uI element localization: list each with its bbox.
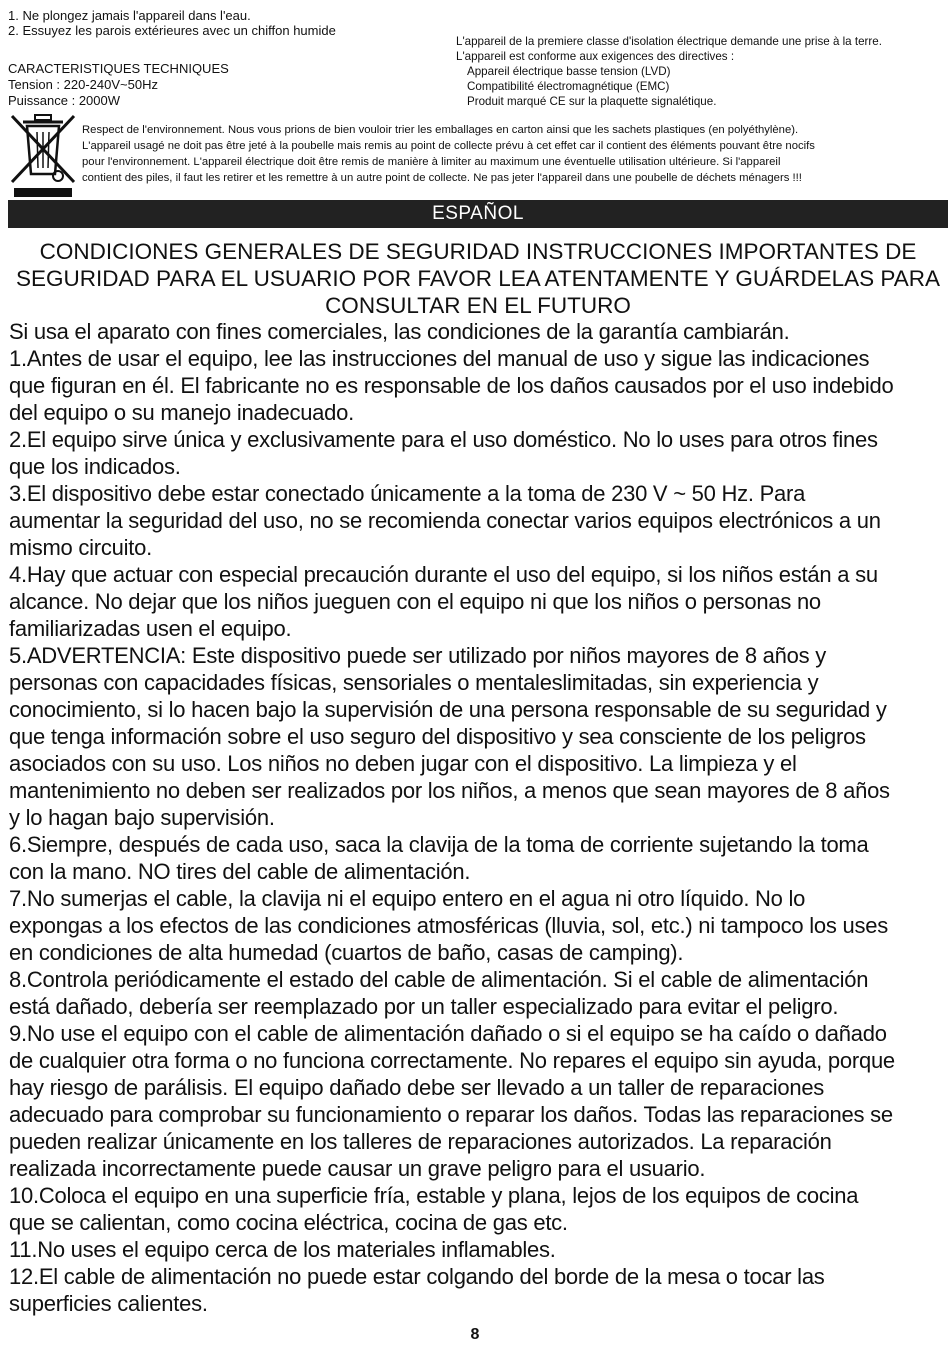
instruction-line: 6.Siempre, después de cada uso, saca la clavija de la toma de corriente sujetando la toma — [9, 832, 869, 857]
instruction-line: y lo hagan bajo supervisión. — [9, 805, 275, 830]
instruction-line: expongas a los efectos de las condiciones atmosféricas (lluvia, sol, etc.) ni tampoco los uses — [9, 913, 888, 938]
title-line: SEGURIDAD PARA EL USUARIO POR FAVOR LEA ATENTAMENTE Y GUÁRDELAS PARA — [16, 266, 940, 291]
section-header-language: ESPAÑOL — [8, 200, 948, 228]
instruction-line: Si usa el aparato con fines comerciales, las condiciones de la garantía cambiarán. — [9, 319, 790, 344]
safety-title — [8, 238, 948, 319]
step-line: 1. Ne plongez jamais l'appareil dans l'eau. — [8, 8, 251, 23]
maintenance-steps — [8, 8, 336, 38]
environment-line: L'appareil usagé ne doit pas être jeté à la poubelle mais remis au point de collecte prévu à cet effet car il contient des éléments pouvant être nocifs — [82, 140, 815, 152]
instruction-line: mismo circuito. — [9, 535, 152, 560]
instruction-line: hay riesgo de parálisis. El equipo dañado debe ser llevado a un taller de reparaciones — [9, 1075, 825, 1100]
instruction-line: 5.ADVERTENCIA: Este dispositivo puede ser utilizado por niños mayores de 8 años y — [9, 643, 826, 668]
instruction-line: mantenimiento no deben ser realizados por los niños, a menos que sean mayores de 8 años — [9, 778, 890, 803]
instruction-line: familiarizadas usen el equipo. — [9, 616, 292, 641]
instruction-line: conocimiento, si lo hacen bajo la supervisión de una persona responsable de su seguridad y — [9, 697, 887, 722]
title-line: CONSULTAR EN EL FUTURO — [325, 293, 631, 318]
environment-line: contient des piles, il faut les retirer et les remettre à un autre point de collecte. Ne pas jeter l'appareil dans une poubelle de déchets ménagers !!! — [82, 172, 802, 184]
instruction-line: superficies calientes. — [9, 1291, 208, 1316]
instruction-line: adecuado para comprobar su funcionamiento o reparar los daños. Todas las reparaciones se — [9, 1102, 893, 1127]
tech-tension: Tension : 220-240V~50Hz — [8, 77, 158, 92]
instruction-line: aumentar la seguridad del uso, no se recomienda conectar varios equipos electrónicos a un — [9, 508, 881, 533]
instruction-line: pueden realizar únicamente en los talleres de reparaciones autorizados. La reparación — [9, 1129, 832, 1154]
instruction-line: del equipo o su manejo inadecuado. — [9, 400, 354, 425]
instruction-line: que figuran en él. El fabricante no es responsable de los daños causados por el uso indebido — [9, 373, 894, 398]
tech-power: Puissance : 2000W — [8, 93, 121, 108]
instruction-line: en condiciones de alta humedad (cuartos de baño, casas de camping). — [9, 940, 684, 965]
instruction-line: 9.No use el equipo con el cable de alimentación dañado o si el equipo se ha caído o dañado — [9, 1021, 887, 1046]
instruction-line: que se calientan, como cocina eléctrica, cocina de gas etc. — [9, 1210, 568, 1235]
instruction-line: 10.Coloca el equipo en una superficie fría, estable y plana, lejos de los equipos de cocina — [9, 1183, 859, 1208]
compliance-info — [456, 34, 946, 109]
instruction-line: 1.Antes de usar el equipo, lee las instrucciones del manual de uso y sigue las indicaciones — [9, 346, 870, 371]
instruction-line: 11.No uses el equipo cerca de los materiales inflamables. — [9, 1237, 556, 1262]
instruction-line: de cualquier otra forma o no funciona correctamente. No repares el equipo sin ayuda, porque — [9, 1048, 895, 1073]
crossed-bin-icon — [8, 112, 78, 198]
compliance-line: Compatibilité électromagnétique (EMC) — [467, 80, 670, 93]
environment-notice — [82, 122, 948, 186]
instruction-line: 2.El equipo sirve única y exclusivamente para el uso doméstico. No lo uses para otros fines — [9, 427, 878, 452]
instruction-line: 7.No sumerjas el cable, la clavija ni el equipo entero en el agua ni otro líquido. No lo — [9, 886, 806, 911]
technical-specs — [8, 61, 229, 109]
step-line: 2. Essuyez les parois extérieures avec un chiffon humide — [8, 23, 336, 38]
instruction-line: 12.El cable de alimentación no puede estar colgando del borde de la mesa o tocar las — [9, 1264, 825, 1289]
compliance-line: L'appareil est conforme aux exigences des directives : — [456, 50, 735, 63]
compliance-line: Produit marqué CE sur la plaquette signalétique. — [467, 95, 717, 108]
page-number: 8 — [470, 1326, 480, 1343]
compliance-line: Appareil électrique basse tension (LVD) — [467, 65, 671, 78]
title-line: CONDICIONES GENERALES DE SEGURIDAD INSTRUCCIONES IMPORTANTES DE — [39, 239, 917, 264]
environment-line: pour l'environnement. L'appareil électrique doit être remis de manière à limiter au maximum une éventuelle utilisation ultérieure. Si l'appareil — [82, 156, 781, 168]
instruction-line: realizada incorrectamente puede causar un grave peligro para el usuario. — [9, 1156, 706, 1181]
instruction-line: 3.El dispositivo debe estar conectado únicamente a la toma de 230 V ~ 50 Hz. Para — [9, 481, 806, 506]
instruction-line: con la mano. NO tires del cable de alimentación. — [9, 859, 471, 884]
instruction-line: asociados con su uso. Los niños no deben jugar con el dispositivo. La limpieza y el — [9, 751, 797, 776]
instruction-line: 4.Hay que actuar con especial precaución durante el uso del equipo, si los niños están a su — [9, 562, 878, 587]
instruction-line: está dañado, debería ser reemplazado por un taller especializado para evitar el peligro. — [9, 994, 839, 1019]
instruction-line: 8.Controla periódicamente el estado del cable de alimentación. Si el cable de alimentación — [9, 967, 869, 992]
instruction-line: que los indicados. — [9, 454, 181, 479]
environment-line: Respect de l'environnement. Nous vous prions de bien vouloir trier les emballages en carton ainsi que les sachets plastiques (en polyéthylène). — [82, 124, 799, 136]
instruction-line: alcance. No dejar que los niños jueguen con el equipo ni que los niños o personas no — [9, 589, 821, 614]
instruction-line: personas con capacidades físicas, sensoriales o mentaleslimitadas, sin experiencia y — [9, 670, 819, 695]
safety-instructions — [9, 318, 949, 1317]
instruction-line: que tenga información sobre el uso seguro del dispositivo y sea consciente de los peligros — [9, 724, 866, 749]
tech-title: CARACTERISTIQUES TECHNIQUES — [8, 61, 229, 76]
compliance-line: L'appareil de la premiere classe d'isolation électrique demande une prise à la terre. — [456, 35, 882, 48]
